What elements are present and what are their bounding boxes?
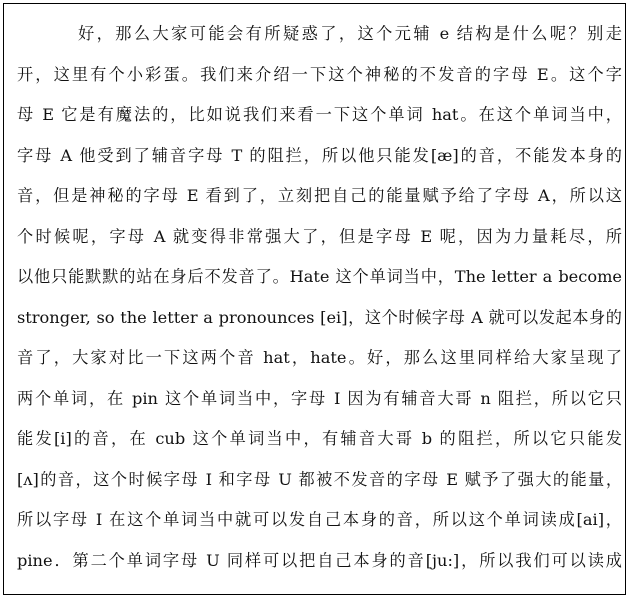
text-line-8: stronger, so the letter a pronounces [ei]，这个时候字母 A 就可以发起本身的 bbox=[17, 307, 622, 327]
text-line-7: 以他只能默默的站在身后不发音了。Hate 这个单词当中，The letter a become bbox=[17, 267, 622, 286]
text-line-11: 能发[i]的音，在 cub 这个单词当中，有辅音大哥 b 的阻拦，所以它只能发 bbox=[17, 429, 622, 448]
text-line-14: pine．第二个单词字母 U 同样可以把自己本身的音[ju:]，所以我们可以读成 bbox=[17, 550, 622, 570]
text-line-3: 母 E 它是有魔法的，比如说我们来看一下这个单词 hat。在这个单词当中， bbox=[17, 105, 622, 124]
text-line-10: 两个单词，在 pin 这个单词当中，字母 I 因为有辅音大哥 n 阻拦，所以它只 bbox=[17, 388, 622, 408]
text-line-1: 好，那么大家可能会有所疑惑了，这个元辅 e 结构是什么呢？别走 bbox=[78, 24, 622, 43]
document-body bbox=[17, 14, 622, 581]
text-line-9: 音了，大家对比一下这两个音 hat，hate。好，那么这里同样给大家呈现了 bbox=[17, 348, 622, 367]
text-line-13: 所以字母 I 在这个单词当中就可以发自己本身的音，所以这个单词读成[ai]， bbox=[17, 510, 622, 529]
text-line-5: 音，但是神秘的字母 E 看到了，立刻把自己的能量赋予给了字母 A，所以这 bbox=[17, 186, 622, 205]
text-line-2: 开，这里有个小彩蛋。我们来介绍一下这个神秘的不发音的字母 E。这个字 bbox=[17, 64, 622, 84]
document-frame bbox=[3, 3, 626, 595]
text-line-6: 个时候呢，字母 A 就变得非常强大了，但是字母 E 呢，因为力量耗尽，所 bbox=[17, 226, 622, 246]
text-line-12: [ʌ]的音，这个时候字母 I 和字母 U 都被不发音的字母 E 赋予了强大的能量， bbox=[17, 469, 622, 489]
text-line-4: 字母 A 他受到了辅音字母 T 的阻拦，所以他只能发[æ]的音，不能发本身的 bbox=[17, 145, 622, 165]
